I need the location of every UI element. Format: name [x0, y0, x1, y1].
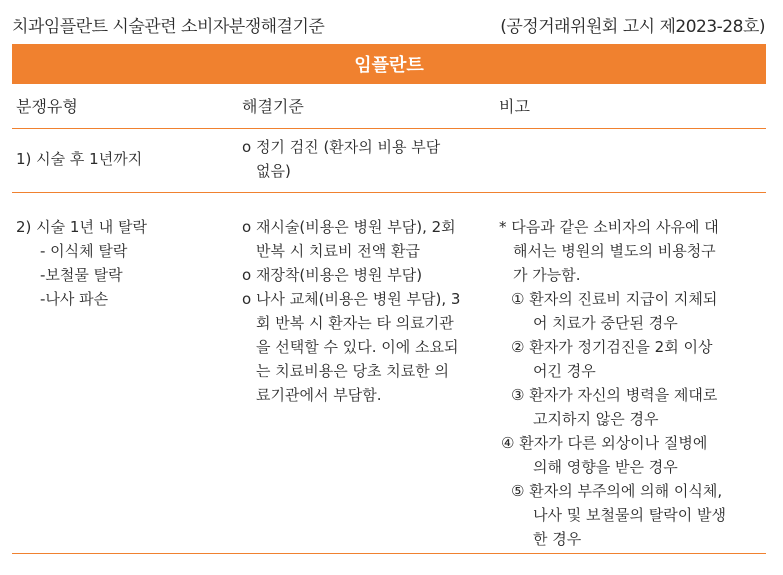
dispute-type-cell	[16, 147, 142, 171]
resolution-cell	[242, 215, 460, 407]
banner-label: 임플란트	[354, 55, 424, 76]
note-line: * 다음과 같은 소비자의 사유에 대	[499, 218, 719, 236]
dispute-type-text: 1) 시술 후 1년까지	[16, 150, 143, 168]
table-row	[12, 129, 766, 193]
document-title: 치과임플란트 시술관련 소비자분쟁해결기준	[12, 17, 325, 37]
dispute-subtype: -나사 파손	[40, 290, 109, 308]
note-line: ② 환자가 정기검진을 2회 이상	[511, 338, 713, 356]
note-line: 어긴 경우	[533, 362, 596, 380]
resolution-line: o 재시술(비용은 병원 부담), 2회	[242, 218, 456, 236]
resolution-line: 료기관에서 부담함.	[256, 386, 382, 404]
dispute-type-cell	[16, 215, 147, 311]
column-header-dispute-type: 분쟁유형	[16, 97, 78, 116]
note-line: ⑤ 환자의 부주의에 의해 이식체,	[511, 482, 723, 500]
note-line: 한 경우	[533, 530, 582, 548]
note-line: 가 가능함.	[513, 266, 581, 284]
table-row	[12, 193, 766, 554]
table-banner	[12, 44, 766, 84]
document-source: (공정거래위원회 고시 제2023-28호)	[500, 17, 765, 37]
note-line: 의해 영향을 받은 경우	[533, 458, 678, 476]
column-header-note: 비고	[499, 97, 530, 116]
dispute-subtype: - 이식체 탈락	[40, 242, 128, 260]
table-header-row	[12, 84, 766, 129]
resolution-line: o 재장착(비용은 병원 부담)	[242, 266, 423, 284]
resolution-line: 는 치료비용은 당초 치료한 의	[256, 362, 449, 380]
resolution-line: o 나사 교체(비용은 병원 부담), 3	[242, 290, 461, 308]
dispute-type-text: 2) 시술 1년 내 탈락	[16, 218, 147, 236]
resolution-line: o 정기 검진 (환자의 비용 부담	[242, 138, 441, 156]
resolution-cell	[242, 135, 440, 183]
dispute-subtype: -보철물 탈락	[40, 266, 123, 284]
resolution-line: 반복 시 치료비 전액 환급	[256, 242, 420, 260]
note-line: 어 치료가 중단된 경우	[533, 314, 678, 332]
note-line: 고지하지 않은 경우	[533, 410, 659, 428]
resolution-line: 을 선택할 수 있다. 이에 소요되	[256, 338, 459, 356]
note-line: ④ 환자가 다른 외상이나 질병에	[501, 434, 708, 452]
resolution-line: 회 반복 시 환자는 타 의료기관	[256, 314, 454, 332]
note-line: ③ 환자가 자신의 병력을 제대로	[511, 386, 718, 404]
note-line: 해서는 병원의 별도의 비용청구	[513, 242, 716, 260]
resolution-line: 없음)	[256, 162, 291, 180]
column-header-resolution: 해결기준	[242, 97, 304, 116]
note-cell	[499, 215, 726, 551]
note-line: 나사 및 보철물의 탈락이 발생	[533, 506, 726, 524]
note-line: ① 환자의 진료비 지급이 지체되	[511, 290, 718, 308]
